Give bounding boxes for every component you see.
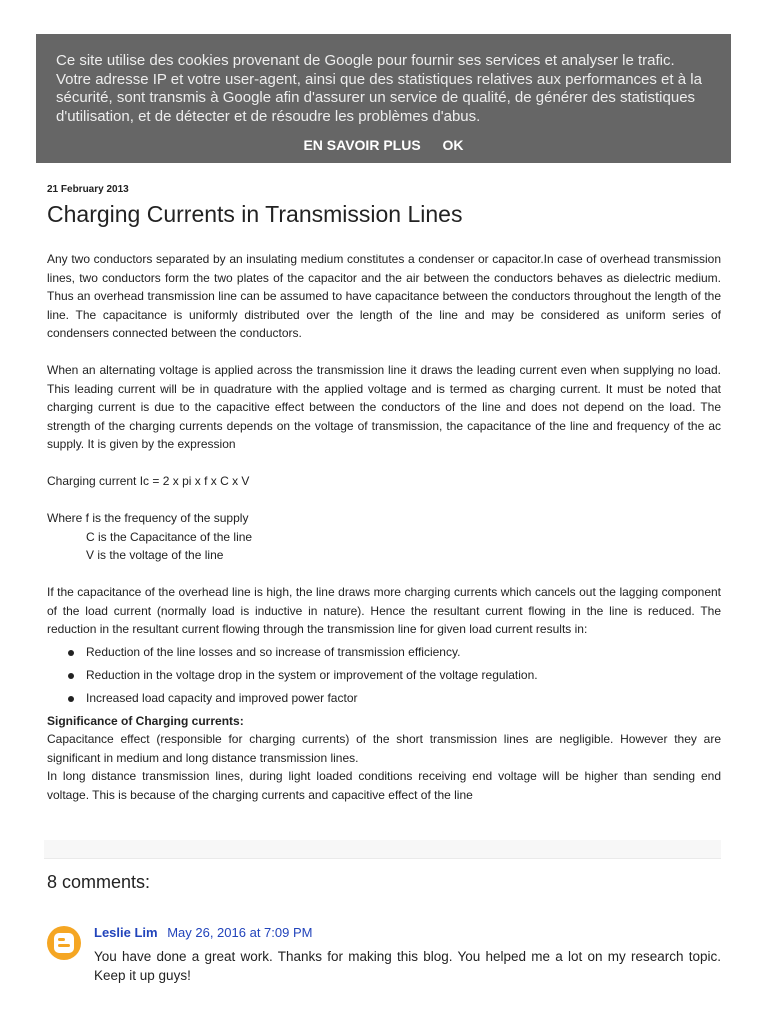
comment-date-link[interactable]: May 26, 2016 at 7:09 PM: [167, 925, 313, 940]
charging-current-formula: Charging current Ic = 2 x pi x f x C x V: [47, 474, 250, 488]
where-voltage: V is the voltage of the line: [86, 548, 224, 562]
comment-text: You have done a great work. Thanks for making this blog. You helped me a lot on my research topic. Keep it up guys!: [94, 949, 721, 983]
ok-button[interactable]: OK: [442, 137, 464, 153]
blogger-icon[interactable]: [47, 926, 81, 960]
where-capacitance: C is the Capacitance of the line: [86, 529, 253, 544]
list-item: Reduction in the voltage drop in the system or improvement of the voltage regulation.: [47, 666, 721, 685]
comment-header: [94, 924, 312, 942]
post-body: [47, 250, 721, 804]
where-frequency: Where f is the frequency of the supply: [47, 511, 249, 525]
cookie-actions: [56, 137, 711, 153]
post-paragraph-5: In long distance transmission lines, during light loaded conditions receiving end voltage will be higher than sending end voltage. This is because of the charging currents and capacitive effect of the line: [47, 769, 721, 802]
list-item: Reduction of the line losses and so increase of transmission efficiency.: [47, 643, 721, 662]
list-item: Increased load capacity and improved power factor: [47, 689, 721, 708]
significance-heading: Significance of Charging currents:: [47, 713, 244, 728]
post-paragraph-2: When an alternating voltage is applied across the transmission line it draws the leading current even when supplying no load. This leading current will be in quadrature with the applied voltage and is termed as charging current. It must be noted that charging current is due to the capacitive effect between the conductors of the line and does not depend on the load. The strength of the charging currents depends on the voltage of transmission, the capacitance of the line and frequency of the ac supply. It is given by the expression: [47, 363, 721, 451]
post-footer-divider: [44, 840, 721, 859]
blog-post: [47, 184, 721, 804]
comments-title: 8 comments:: [47, 872, 151, 892]
results-list: [47, 643, 721, 708]
comment-author-link[interactable]: Leslie Lim: [94, 925, 158, 940]
post-date: 21 February 2013: [47, 184, 129, 195]
post-paragraph-4: Capacitance effect (responsible for charging currents) of the short transmission lines are negligible. However they are significant in medium and long distance transmission lines.: [47, 732, 721, 765]
post-title: Charging Currents in Transmission Lines: [47, 201, 463, 227]
post-paragraph-3: If the capacitance of the overhead line is high, the line draws more charging currents which cancels out the lagging component of the load current (normally load is inductive in nature). Hence the resultant current flowing in the line is reduced. The reduction in the resultant current flowing through the transmission line for given load current results in:: [47, 585, 721, 636]
cookie-banner: [36, 34, 731, 163]
post-paragraph-1: Any two conductors separated by an insulating medium constitutes a condenser or capacitor.In case of overhead transmission lines, two conductors form the two plates of the capacitor and the air between the conductors behaves as dielectric medium. Thus an overhead transmission line can be assumed to have capacitance between the conductors throughout the length of the line. The capacitance is uniformly distributed over the length of the line and may be considered as uniform series of condensers connected between the conductors.: [47, 252, 721, 340]
learn-more-link[interactable]: EN SAVOIR PLUS: [303, 137, 421, 153]
cookie-notice-text: Ce site utilise des cookies provenant de Google pour fournir ses services et analyser le trafic. Votre adresse IP et votre user-agent, ainsi que des statistiques relatives aux performances et à la sécurité, sont transmis à Google afin d'assurer un service de qualité, de générer des statistiques d'utilisation, et de détecter et de résoudre les problèmes d'abus.: [56, 52, 702, 125]
